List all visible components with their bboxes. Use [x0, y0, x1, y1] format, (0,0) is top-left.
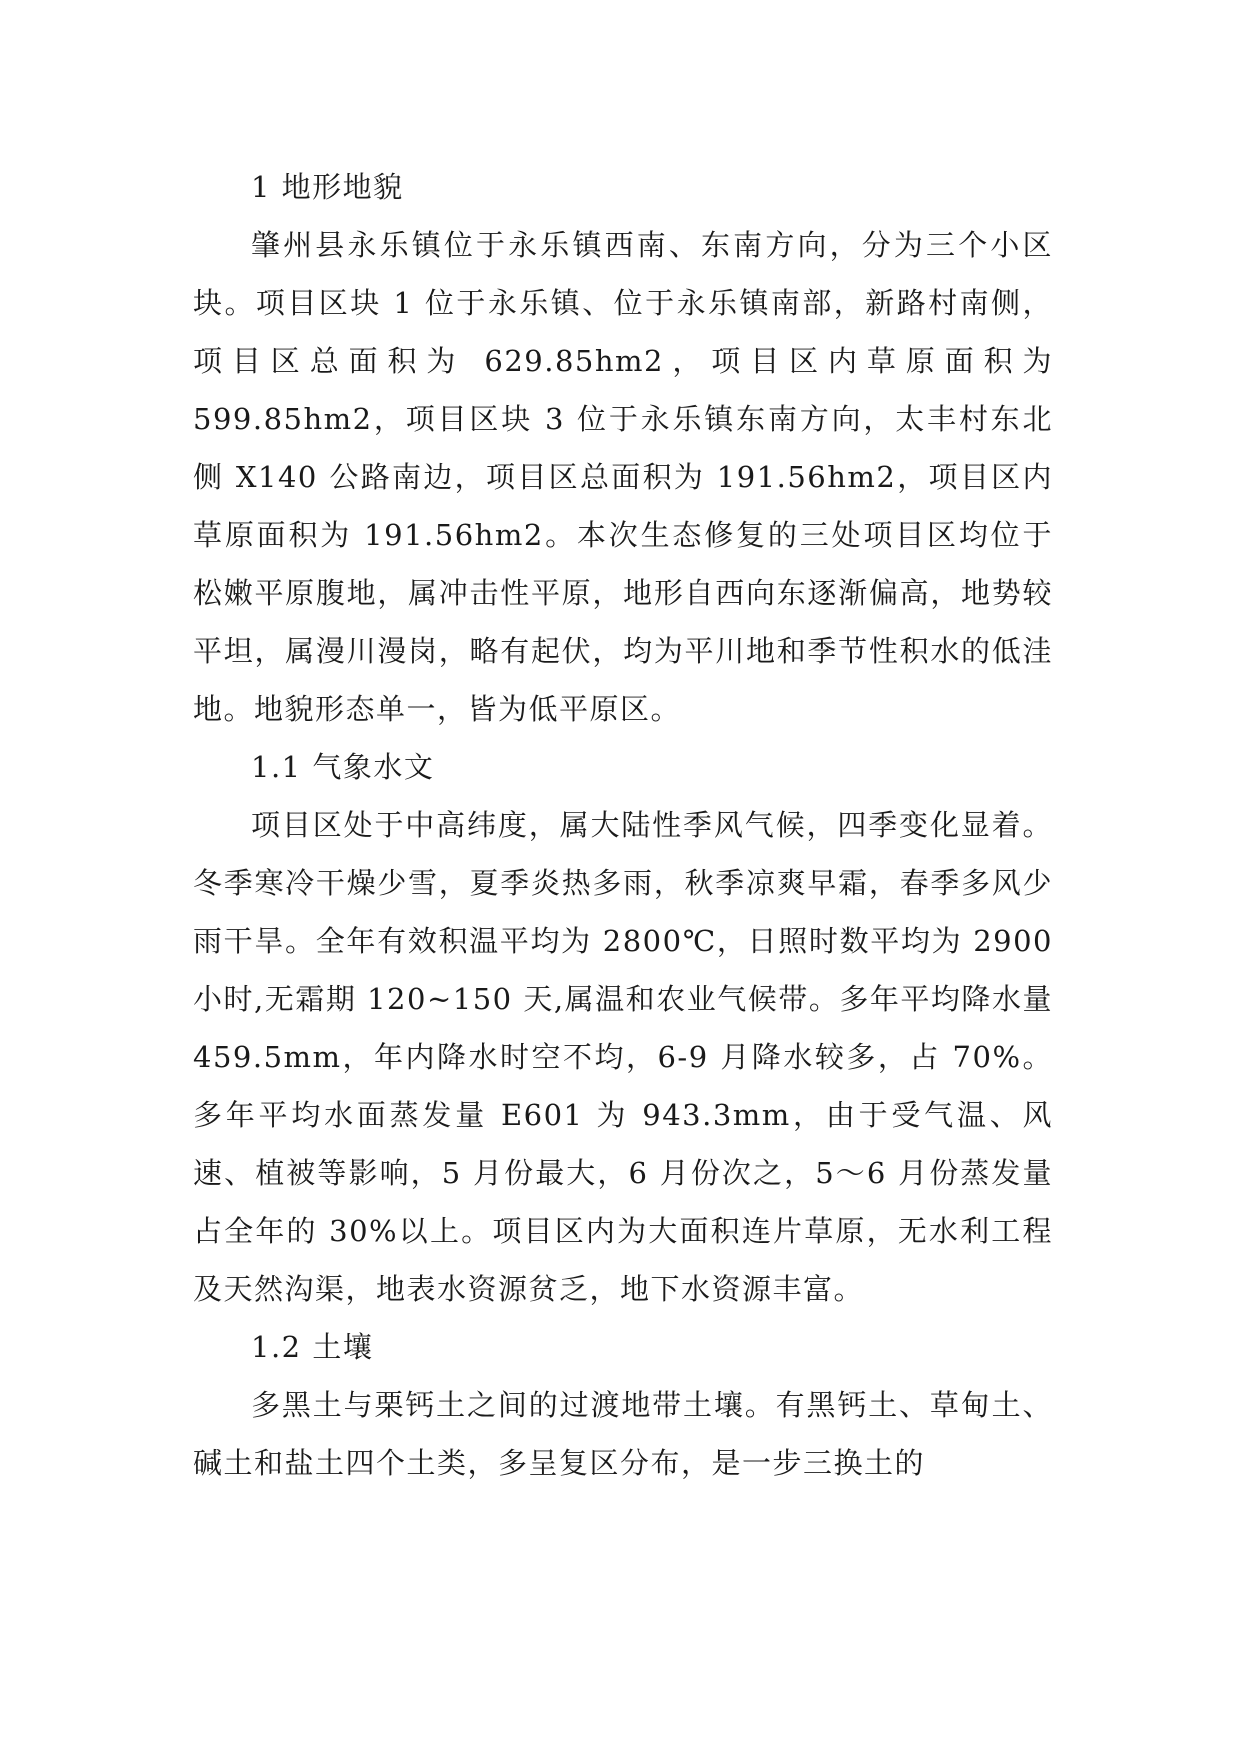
section-heading-climate: 1.1 气象水文 [251, 750, 435, 784]
paragraph-terrain: 肇州县永乐镇位于永乐镇西南、东南方向，分为三个小区块。项目区块 1 位于永乐镇、位于永乐镇南部，新路村南侧，项目区总面积为 629.85hm2，项目区内草原面积为 599.85hm2，项目区块 3 位于永乐镇东南方向，太丰村东北侧 X140 公路南边，项目区总面积为 191.56hm2，项目区内草原面积为 191.56hm2。本次生态修复的三处项目区均位于松嫩平原腹地，属冲击性平原，地形自西向东逐渐偏高，地势较平坦，属漫川漫岗，略有起伏，均为平川地和季节性积水的低洼地。地貌形态单一，皆为低平原区。 [193, 228, 1053, 726]
section-heading-soil: 1.2 土壤 [251, 1330, 374, 1364]
section-heading-terrain: 1 地形地貌 [251, 170, 404, 204]
paragraph-climate: 项目区处于中高纬度，属大陆性季风气候，四季变化显着。冬季寒冷干燥少雪，夏季炎热多雨，秋季凉爽早霜，春季多风少雨干旱。全年有效积温平均为 2800℃，日照时数平均为 2900 小时,无霜期 120~150 天,属温和农业气候带。多年平均降水量 459.5mm，年内降水时空不均，6-9 月降水较多，占 70%。多年平均水面蒸发量 E601 为 943.3mm，由于受气温、风速、植被等影响，5 月份最大，6 月份次之，5～6 月份蒸发量占全年的 30%以上。项目区内为大面积连片草原，无水利工程及天然沟渠，地表水资源贫乏，地下水资源丰富。 [193, 808, 1053, 1306]
paragraph-soil: 多黑土与栗钙土之间的过渡地带土壤。有黑钙土、草甸土、碱土和盐土四个土类，多呈复区分布，是一步三换土的 [193, 1388, 1053, 1480]
document-body [193, 158, 1053, 1492]
